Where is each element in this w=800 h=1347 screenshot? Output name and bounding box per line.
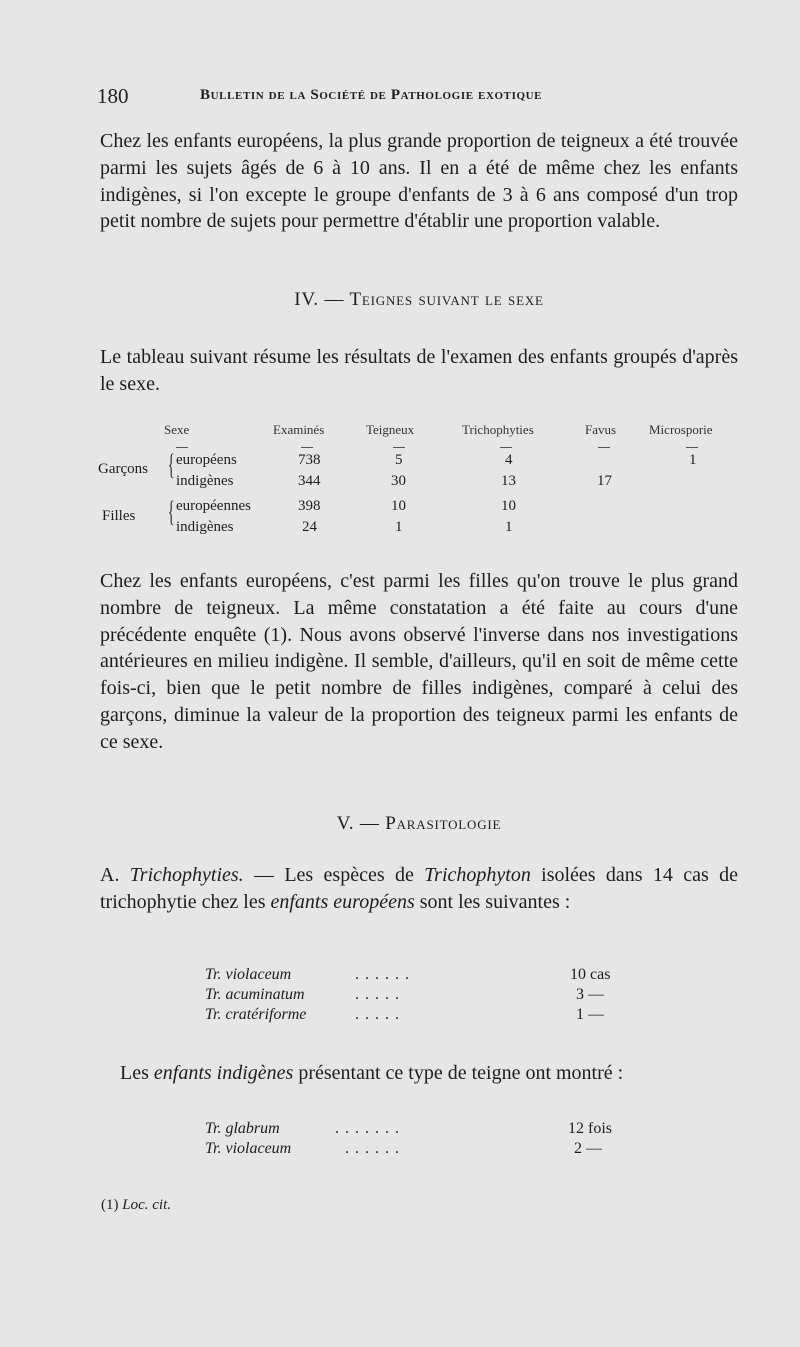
footnote-text: Loc. cit.	[122, 1197, 171, 1213]
header-teigneux: Teigneux	[366, 422, 415, 437]
paragraph-indigenes	[120, 1060, 740, 1087]
leader-dots: ......	[345, 1140, 405, 1157]
leader-dots: .....	[355, 1006, 405, 1023]
subsection-letter: A.	[100, 864, 130, 886]
paragraph-age-results: Chez les enfants européens, la plus grande proportion de teigneux a été trouvée parmi les sujets âgés de 6 à 10 ans. Il en a été de même chez les enfants indigènes, si l'on excepte le groupe d'enfants de 3 à 6 ans composé d'un trop petit nombre de sujets pour permettre d'établir une proportion valable.	[100, 130, 738, 233]
species-name: Tr. violaceum	[205, 966, 292, 983]
row-favus: 17	[597, 473, 612, 489]
row-microsporie: 1	[689, 452, 697, 468]
genus-name: Trichophyton	[424, 864, 531, 886]
species-name: Tr. glabrum	[205, 1120, 280, 1137]
row-teigneux: 1	[395, 519, 403, 535]
species-count: 2 —	[574, 1140, 602, 1157]
footnote-mark: (1)	[101, 1197, 119, 1213]
row-origin: indigènes	[176, 519, 234, 535]
header-trichophyties: Trichophyties	[462, 422, 534, 437]
species-list-europeens	[205, 966, 645, 1036]
section-title-sexe: IV. — Teignes suivant le sexe	[294, 289, 544, 310]
sex-table	[95, 418, 765, 548]
header-favus: Favus	[585, 422, 617, 437]
group-name: enfants indigènes	[153, 1062, 294, 1084]
species-name: Tr. acuminatum	[205, 986, 305, 1003]
header-rule	[598, 447, 610, 448]
text-run: — Les espèces de	[243, 864, 425, 886]
text-run: isolées dans 14 cas de trichophytie chez les	[100, 864, 738, 913]
header-microsporie: Microsporie	[649, 422, 713, 437]
text-run: sont les suivantes :	[414, 890, 571, 913]
group-label-filles: Filles	[102, 508, 136, 524]
text-run: présentant ce type de teigne ont montré :	[293, 1062, 624, 1084]
row-trichophyties: 13	[501, 473, 516, 489]
header-rule	[686, 447, 698, 448]
paragraph-trichophyties	[100, 862, 738, 916]
header-rule	[176, 447, 188, 448]
brace: {	[167, 448, 175, 481]
row-examines: 344	[298, 473, 321, 489]
row-origin: européens	[176, 452, 237, 468]
leader-dots: .....	[355, 986, 405, 1003]
species-count: 10 cas	[570, 966, 611, 983]
species-count: 3 —	[576, 986, 604, 1003]
row-examines: 738	[298, 452, 321, 468]
row-trichophyties: 4	[505, 452, 513, 468]
row-examines: 24	[302, 519, 317, 535]
row-teigneux: 10	[391, 498, 406, 514]
row-examines: 398	[298, 498, 321, 514]
species-name: Tr. violaceum	[205, 1140, 292, 1157]
row-teigneux: 5	[395, 452, 403, 468]
leader-dots: .......	[335, 1120, 405, 1137]
group-name: enfants européens	[270, 890, 415, 913]
species-count: 1 —	[576, 1006, 604, 1023]
species-count: 12 fois	[568, 1120, 612, 1137]
section-title-parasitologie: V. — Parasitologie	[336, 813, 502, 834]
header-sexe: Sexe	[164, 422, 190, 437]
row-origin: européennes	[176, 498, 251, 514]
brace: {	[167, 495, 175, 528]
header-rule	[301, 447, 313, 448]
text-run: Les	[120, 1062, 154, 1084]
footnote	[101, 1197, 171, 1214]
row-origin: indigènes	[176, 473, 234, 489]
paragraph-table-intro: Le tableau suivant résume les résultats de l'examen des enfants groupés d'après le sexe.	[100, 346, 738, 395]
species-name: Tr. cratériforme	[205, 1006, 307, 1023]
species-list-indigenes	[205, 1120, 645, 1170]
row-trichophyties: 1	[505, 519, 513, 535]
header-examines: Examinés	[273, 422, 325, 437]
paragraph-sex-discussion: Chez les enfants européens, c'est parmi les filles qu'on trouve le plus grand nombre de teigneux. La même constatation a été faite au cours d'une précédente enquête (1). Nous avons observé l'inverse dans nos investigations antérieures en milieu indigène. Il semble, d'ailleurs, qu'il en soit de même cette fois-ci, bien que le petit nombre de filles indigènes, comparé à celui des garçons, diminue la valeur de la proportion des teigneux parmi les enfants de ce sexe.	[100, 570, 738, 753]
row-teigneux: 30	[391, 473, 406, 489]
group-label-garcons: Garçons	[98, 461, 148, 477]
running-title: Bulletin de la Société de Pathologie exotique	[200, 87, 543, 103]
leader-dots: ......	[355, 966, 415, 983]
row-trichophyties: 10	[501, 498, 516, 514]
page-number: 180	[97, 84, 129, 108]
header-rule	[393, 447, 405, 448]
subsection-title: Trichophyties.	[129, 864, 244, 886]
header-rule	[500, 447, 512, 448]
page-header	[97, 84, 697, 114]
